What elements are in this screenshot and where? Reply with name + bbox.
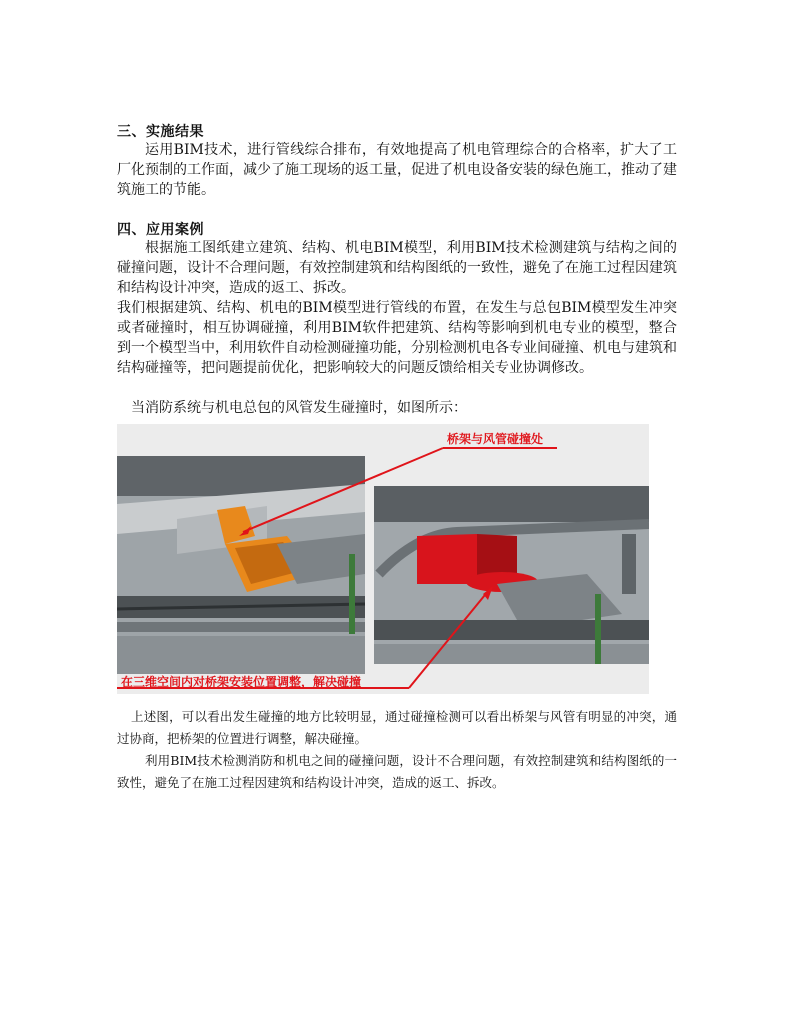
section-4-paragraph-4: 利用BIM技术检测消防和机电之间的碰撞问题，设计不合理问题，有效控制建筑和结构图纸的一致性，避免了在施工过程因建筑和结构设计冲突，造成的返工、拆改。 [117,753,677,790]
section-4-paragraph-1: 根据施工图纸建立建筑、结构、机电BIM模型，利用BIM技术检测建筑与结构之间的碰撞问题，设计不合理问题，有效控制建筑和结构图纸的一致性，避免了在施工过程因建筑和结构设计冲突，造成的返工、拆改。 [117,240,677,296]
section-4-heading: 四、应用案例 [117,222,204,238]
bim-clash-figure [117,424,649,694]
section-3-paragraph: 运用BIM技术，进行管线综合排布，有效地提高了机电管理综合的合格率，扩大了工厂化预制的工作面，减少了施工现场的返工量，促进了机电设备安装的绿色施工，推动了建筑施工的节能。 [117,142,677,198]
section-3-heading: 三、实施结果 [117,124,204,140]
left-model-view [117,456,365,674]
callout-top-label: 桥架与风管碰撞处 [447,432,544,446]
bim-clash-illustration [117,424,649,694]
section-4-paragraph-2: 我们根据建筑、结构、机电的BIM模型进行管线的布置，在发生与总包BIM模型发生冲突或者碰撞时，相互协调碰撞，利用BIM软件把建筑、结构等影响到机电专业的模型，整合到一个模型当中，利用软件自动检测碰撞功能，分别检测机电各专业间碰撞、机电与建筑和结构碰撞等，把问题提前优化，把影响较大的问题反馈给相关专业协调修改。 [117,300,677,376]
callout-bottom-label: 在三维空间内对桥架安装位置调整，解决碰撞 [121,675,362,689]
section-4-paragraph-3: 当消防系统与机电总包的风管发生碰撞时，如图所示： [131,400,467,416]
right-model-view [374,486,649,664]
figure-caption: 上述图，可以看出发生碰撞的地方比较明显，通过碰撞检测可以看出桥架与风管有明显的冲突，通过协商，把桥架的位置进行调整，解决碰撞。 [117,709,677,746]
